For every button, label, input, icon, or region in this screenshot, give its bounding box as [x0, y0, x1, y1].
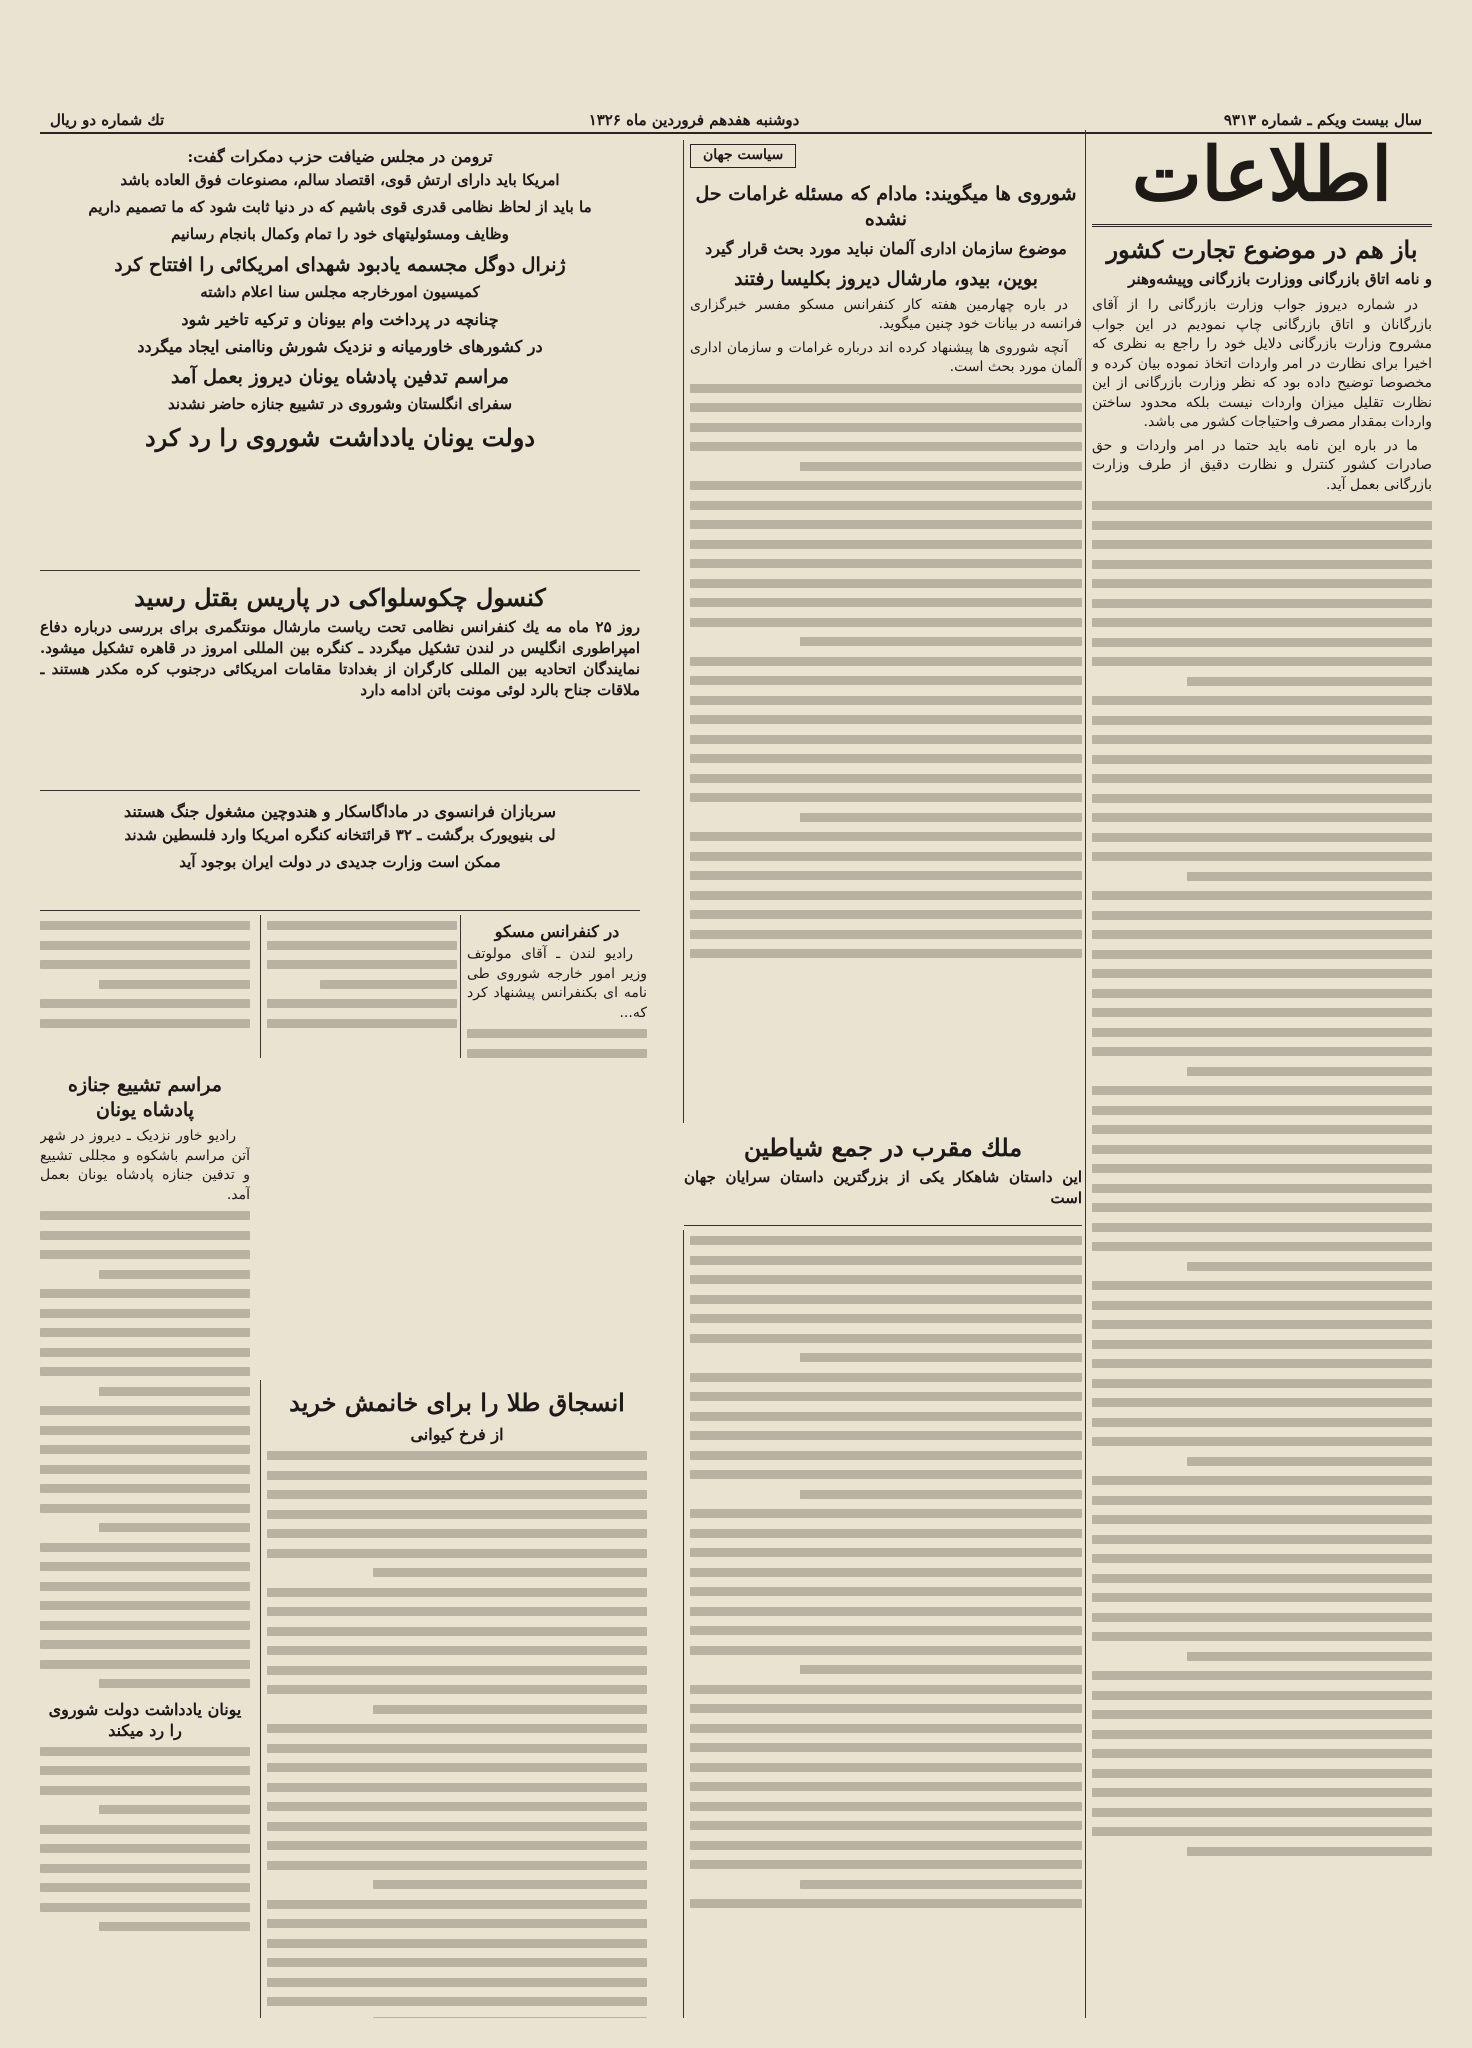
gold-author: از فرخ کیوانی — [410, 1425, 504, 1444]
world-label: سیاست جهان — [690, 144, 796, 168]
column-world — [683, 140, 1082, 1123]
world-headline: شوروی ها میگویند: مادام که مسئله غرامات حل نشده — [695, 182, 1077, 230]
column-commerce — [1085, 130, 1432, 2018]
commerce-headline: باز هم در موضوع تجارت کشور — [1106, 235, 1418, 264]
greece-headline: مراسم تدفین پادشاه یونان دیروز بعمل آمد — [171, 366, 509, 388]
text-block — [40, 921, 250, 1028]
world-subhead: موضوع سازمان اداری آلمان نباید مورد بحث قرار گیرد — [705, 238, 1067, 258]
greece-line: در کشورهای خاورمیانه و نزدیک شورش وناامنی ایجاد میگردد — [137, 337, 543, 356]
indochina-sub: لی بنیویورک برگشت ـ ۳۲ قرائتخانه کنگره امریکا وارد فلسطین شدند — [124, 826, 556, 844]
text-block — [690, 1236, 1082, 1908]
greece-line: چنانچه در پرداخت وام بیونان و ترکیه تاخیر شود — [181, 310, 499, 329]
funeral-body: رادیو خاور نزدیک ـ دیروز در شهر آتن مراسم باشکوه و مجللی تشییع و تدفین جنازه پادشاه یونان بعمل آمد. — [40, 1128, 250, 1203]
truman-title: ترومن در مجلس ضیافت حزب دمکرات گفت: — [187, 147, 493, 166]
column-funeral — [40, 1065, 250, 2018]
greece-sub: سفرای انگلستان وشوروی در تشییع جنازه حاضر نشدند — [167, 395, 513, 413]
world-subhead2: بوین، بیدو، مارشال دیروز بکلیسا رفتند — [734, 267, 1038, 290]
consul-headline: کنسول چکوسلواکی در پاریس بقتل رسید — [134, 583, 546, 612]
funeral-headline: مراسم تشییع جنازه پادشاه یونان — [68, 1074, 222, 1121]
indochina-section — [40, 795, 640, 911]
column-gold — [260, 1380, 647, 2018]
text-block — [267, 921, 457, 1028]
text-block — [1092, 501, 1432, 1856]
scorpion-section — [684, 1125, 1082, 1226]
volume-issue: سال بیست ویکم ـ شماره ۹۳۱۳ — [1223, 111, 1422, 129]
text-block — [40, 1747, 250, 1932]
column-gaulle2 — [260, 915, 457, 1058]
commerce-paragraph: در شماره دیروز جواب وزارت بازرگانی را از آقای بازرگانان و اتاق بازرگانی چاپ نمودیم در این جواب مشروح وزارت بازرگانی دلایل خود را راجع به نظری که اخیرا برای نظارت در امر واردات اتخاذ نموده بیان کرده و مخصوصا توضیح داده بود که نظر وزارت بازرگانی از این نظارت تقلیل میزان واردات نیست بلکه محدود ساختن واردات بمقدار مصرف واحتیاجات کشور می باشد. — [1092, 297, 1432, 430]
text-block — [467, 1029, 647, 1058]
soviet-note-headline: یونان یادداشت دولت شوروی را رد میکند — [48, 1699, 242, 1740]
text-block — [267, 1451, 647, 2018]
greece-soviet-headline: دولت یونان یادداشت شوروی را رد کرد — [144, 423, 536, 452]
commerce-subhead: و نامه اتاق بازرگانی ووزارت بازرگانی وپیشه‌وهنر — [1128, 270, 1432, 288]
column-scorpion-body — [683, 1230, 1082, 2018]
conference-summary: روز ۲۵ ماه مه یك کنفرانس نظامی تحت ریاست مارشال مونتگمری برای بررسی درباره دفاع امپراطوری انگلیس در لندن تشکیل میگردد ـ کنگره بین المللی امروز در قاهره تشکیل میشود. نمایندگان اتحادیه بین المللی کارگران از بغدادتا مقامات امریکائی درجنوب کره مکدر هستند ـ ملاقات جناح بالرد لوئی مونت باتن ادامه دارد — [40, 618, 640, 699]
greece-kicker: کمیسیون امورخارجه مجلس سنا اعلام داشته — [200, 283, 480, 301]
indochina-headline: سربازان فرانسوی در ماداگاسکار و هندوچین مشغول جنگ هستند — [124, 802, 556, 821]
masthead: اطلاعات — [1092, 132, 1432, 227]
commerce-paragraph: ما در باره این نامه باید حتما در امر واردات و حق صادرات کشور کنترل و نظارت دقیق از طرف وزارت بازرگانی بعمل آید. — [1092, 437, 1432, 493]
truman-line: امریکا باید دارای ارتش قوی، اقتصاد سالم، مصنوعات فوق العاده باشد — [120, 171, 560, 189]
truman-section — [40, 140, 640, 571]
text-block — [690, 384, 1082, 959]
scorpion-subhead: این داستان شاهکار یکی از بزرگترین داستان سرایان جهان است — [684, 1168, 1082, 1207]
consul-section — [40, 575, 640, 791]
column-misc — [40, 915, 250, 1058]
issue-date: دوشنبه هفدهم فروردین ماه ۱۳۲۶ — [588, 111, 800, 129]
indochina-sub: ممکن است وزارت جدیدی در دولت ایران بوجود آید — [179, 853, 501, 871]
truman-line: ما باید از لحاظ نظامی قدری قوی باشیم که در دنیا ثابت شود که ما تصمیم داریم — [88, 198, 592, 216]
truman-line: وظایف ومسئولیتهای خود را تمام وکمال بانجام رسانیم — [171, 225, 509, 243]
moscow-headline: در کنفرانس مسکو — [494, 922, 620, 941]
world-paragraph: آنچه شوروی ها پیشنهاد کرده اند درباره غرامات و سازمان اداری آلمان مورد بحث است. — [690, 339, 1082, 375]
price: تك شماره دو ریال — [50, 111, 165, 129]
gold-headline: انسجاق طلا را برای خانمش خرید — [289, 1388, 625, 1417]
gaulle-headline: ژنرال دوگل مجسمه یادبود شهدای امریکائی را افتتاح کرد — [114, 254, 566, 276]
column-moscow — [460, 915, 647, 1058]
moscow-body: رادیو لندن ـ آقای مولوتف وزیر امور خارجه شوروی طی نامه ای بکنفرانس پیشنهاد کرد که... — [467, 946, 647, 1021]
world-paragraph: در باره چهارمین هفته کار کنفرانس مسکو مفسر خبرگزاری فرانسه در بیانات خود چنین میگوید. — [690, 296, 1082, 332]
text-block — [40, 1211, 250, 1688]
scorpion-headline: ملك مقرب در جمع شیاطین — [743, 1133, 1023, 1162]
